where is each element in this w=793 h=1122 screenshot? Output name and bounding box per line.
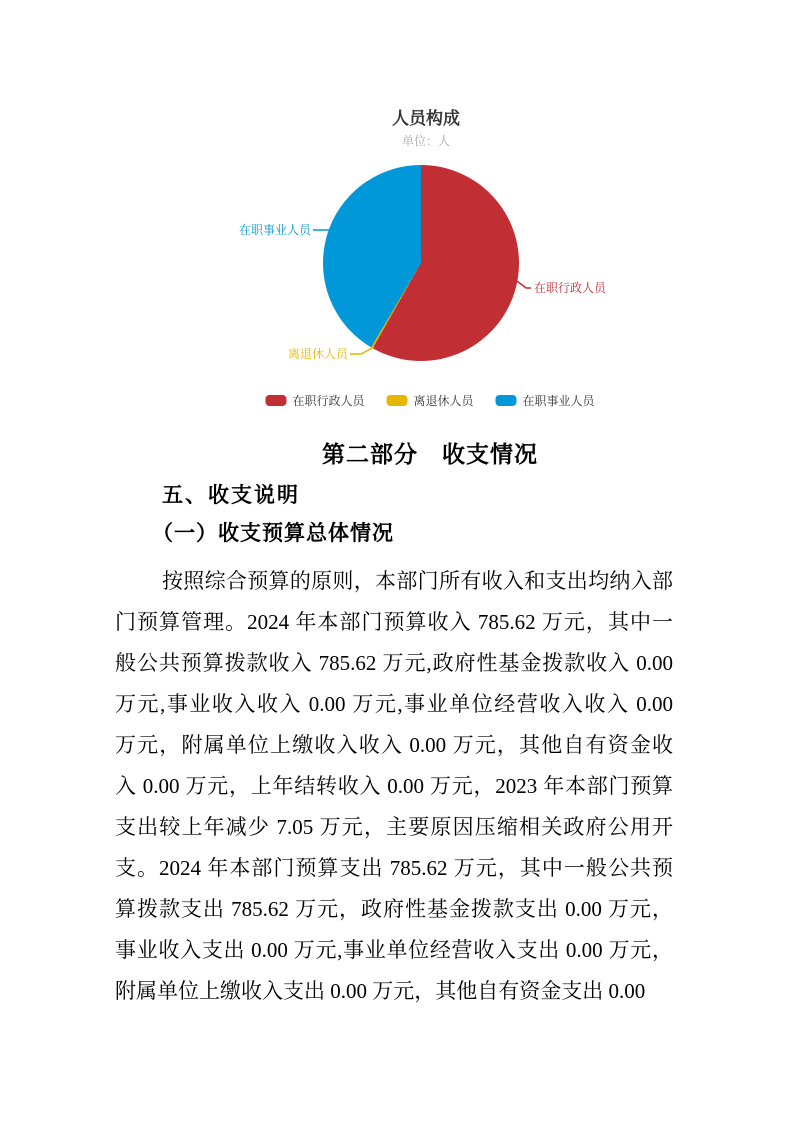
paragraph-line: 按照综合预算的原则，本部门所有收入和支出均纳入部 <box>162 569 673 593</box>
legend-label-retired: 离退休人员 <box>413 394 474 408</box>
legend-label-admin: 在职行政人员 <box>292 394 365 408</box>
chart-title: 人员构成 <box>392 109 460 128</box>
section-heading: 五、收支说明 <box>162 483 300 507</box>
paragraph-line: 附属单位上缴收入支出 0.00 万元，其他自有资金支出 0.00 <box>115 979 646 1003</box>
legend-item-career <box>496 392 595 409</box>
pie-label-retired: 离退休人员 <box>287 347 348 361</box>
leader-line-admin <box>517 281 531 288</box>
paragraph-line: 万元,事业收入收入 0.00 万元,事业单位经营收入收入 0.00 <box>115 692 673 716</box>
part-heading: 第二部分 收支情况 <box>322 442 538 467</box>
legend-marker-admin <box>265 395 286 406</box>
pie-label-career: 在职事业人员 <box>238 223 311 237</box>
paragraph-line: 入 0.00 万元，上年结转收入 0.00 万元，2023 年本部门预算 <box>115 774 673 798</box>
legend-label-career: 在职事业人员 <box>522 394 595 408</box>
body-paragraph <box>115 561 673 1012</box>
subsection-heading: （一）收支预算总体情况 <box>152 521 394 545</box>
paragraph-line: 万元，附属单位上缴收入收入 0.00 万元，其他自有资金收 <box>115 733 673 757</box>
paragraph-line: 门预算管理。2024 年本部门预算收入 785.62 万元，其中一 <box>115 610 673 634</box>
pie-label-admin: 在职行政人员 <box>534 281 607 295</box>
leader-line-retired <box>350 347 374 354</box>
legend-item-admin <box>265 392 364 409</box>
paragraph-line: 支出较上年减少 7.05 万元，主要原因压缩相关政府公用开 <box>115 815 673 839</box>
pie <box>323 165 519 361</box>
chart-subtitle: 单位：人 <box>401 134 451 148</box>
paragraph-line: 算拨款支出 785.62 万元，政府性基金拨款支出 0.00 万元， <box>115 897 673 921</box>
paragraph-line: 般公共预算拨款收入 785.62 万元,政府性基金拨款收入 0.00 <box>115 651 673 675</box>
legend-marker-retired <box>386 395 407 406</box>
legend-marker-career <box>496 395 517 406</box>
legend-item-retired <box>386 392 473 409</box>
paragraph-line: 支。2024 年本部门预算支出 785.62 万元，其中一般公共预 <box>115 856 673 880</box>
paragraph-line: 事业收入支出 0.00 万元,事业单位经营收入支出 0.00 万元， <box>115 938 673 962</box>
pie-legend <box>265 392 594 409</box>
